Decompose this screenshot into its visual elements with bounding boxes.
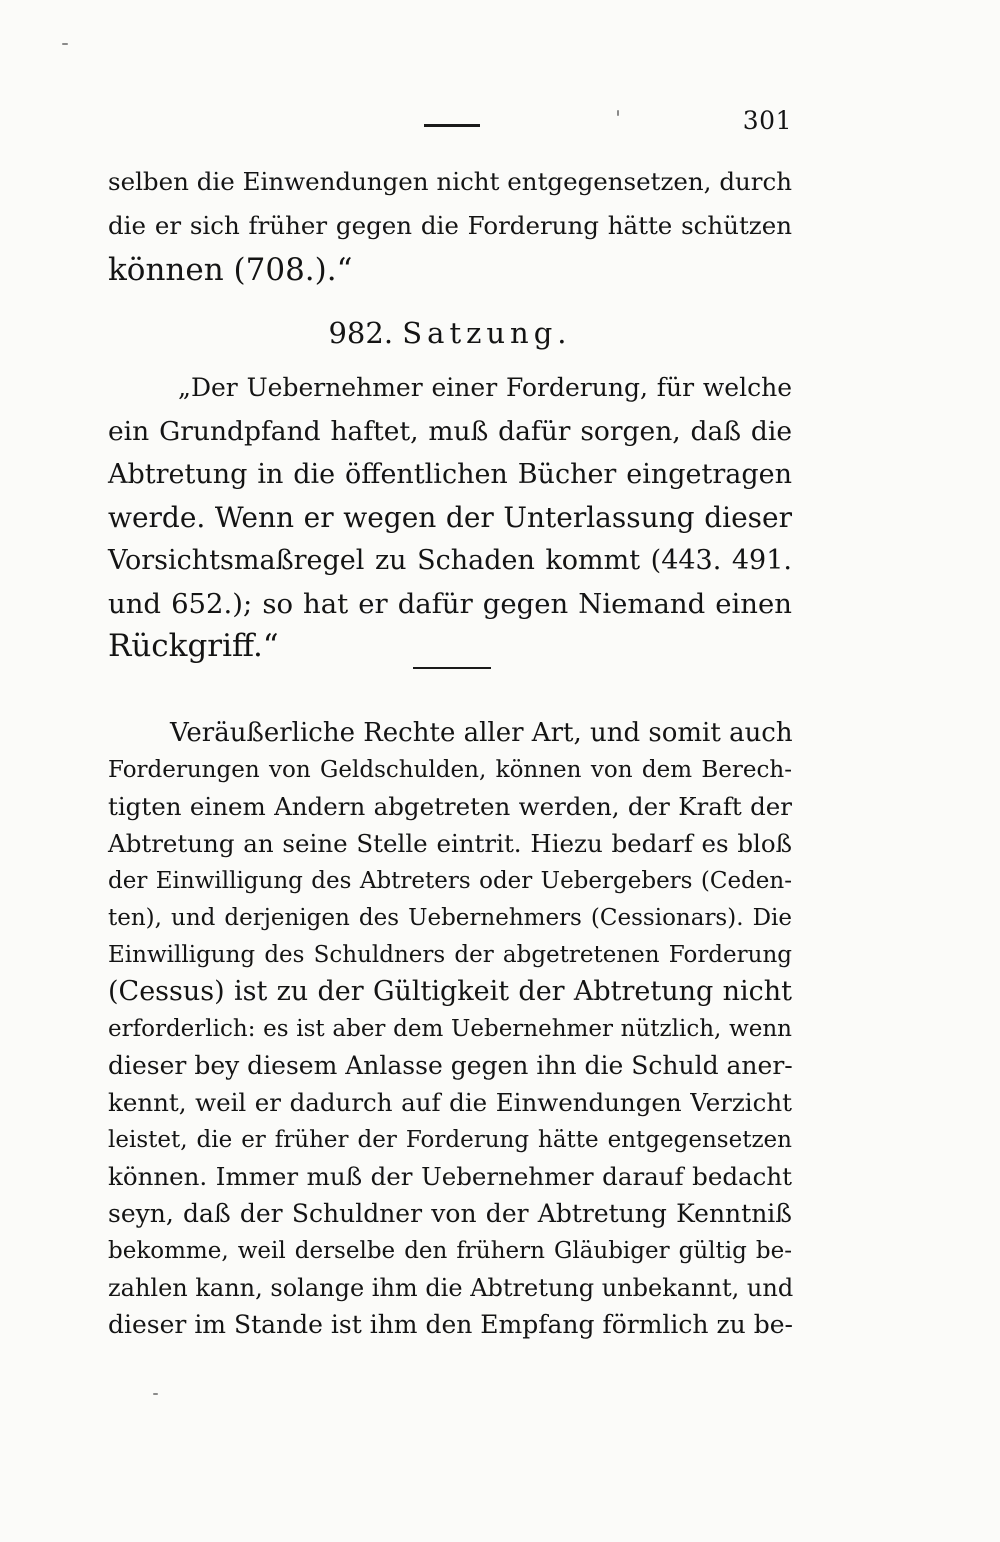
text-line: Einwilligung des Schuldners der abgetretenen Forderung [108,942,792,968]
text-line: ten), und derjenigen des Uebernehmers (Cessionars). Die [108,905,792,931]
text-line: können (708.).“ [108,252,353,288]
text-line: ein Grundpfand haftet, muß dafür sorgen, daß die [108,416,792,447]
text-line: kennt, weil er dadurch auf die Einwendungen Verzicht [108,1088,792,1117]
text-line: die er sich früher gegen die Forderung hätte schützen [108,211,792,240]
scan-speck [617,110,619,116]
section-number: 982. [328,316,394,350]
page-header [108,106,792,146]
text-line: bekomme, weil derselbe den frühern Gläubiger gültig be- [108,1238,792,1264]
text-line: dieser bey diesem Anlasse gegen ihn die Schuld aner- [108,1051,793,1080]
scan-speck [153,1393,158,1395]
text-line: werde. Wenn er wegen der Unterlassung dieser [108,501,792,534]
text-line: können. Immer muß der Uebernehmer darauf bedacht [108,1162,792,1191]
text-line: dieser im Stande ist ihm den Empfang förmlich zu be- [108,1310,793,1339]
section-divider-rule [413,667,491,669]
text-line: „Der Uebernehmer einer Forderung, für welche [178,373,792,402]
text-line: leistet, die er früher der Forderung hätte entgegensetzen [108,1127,792,1153]
text-line: Forderungen von Geldschulden, können von dem Berech- [108,757,792,783]
section-heading [108,313,792,353]
text-line: Abtretung an seine Stelle eintrit. Hiezu bedarf es bloß [108,829,792,858]
text-line: der Einwilligung des Abtreters oder Uebergebers (Ceden- [108,868,792,894]
text-line: (Cessus) ist zu der Gültigkeit der Abtretung nicht [108,976,792,1007]
text-line: Vorsichtsmaßregel zu Schaden kommt (443. 491. [108,545,792,576]
text-line: und 652.); so hat er dafür gegen Niemand einen [108,588,792,620]
header-dash-ornament [424,124,480,127]
page-number: 301 [742,106,792,135]
text-line: erforderlich: es ist aber dem Uebernehmer nützlich, wenn [108,1016,792,1042]
text-line: Rückgriff.“ [108,628,279,664]
scan-speck [62,43,68,45]
text-line: seyn, daß der Schuldner von der Abtretung Kenntniß [108,1199,792,1228]
section-title: Satzung. [402,316,572,350]
text-line: Abtretung in die öffentlichen Bücher eingetragen [108,459,792,490]
text-line: Veräußerliche Rechte aller Art, und somit auch [170,718,793,748]
text-line: zahlen kann, solange ihm die Abtretung unbekannt, und [108,1274,794,1302]
text-line: selben die Einwendungen nicht entgegensetzen, durch [108,167,792,196]
text-line: tigten einem Andern abgetreten werden, der Kraft der [108,792,792,821]
